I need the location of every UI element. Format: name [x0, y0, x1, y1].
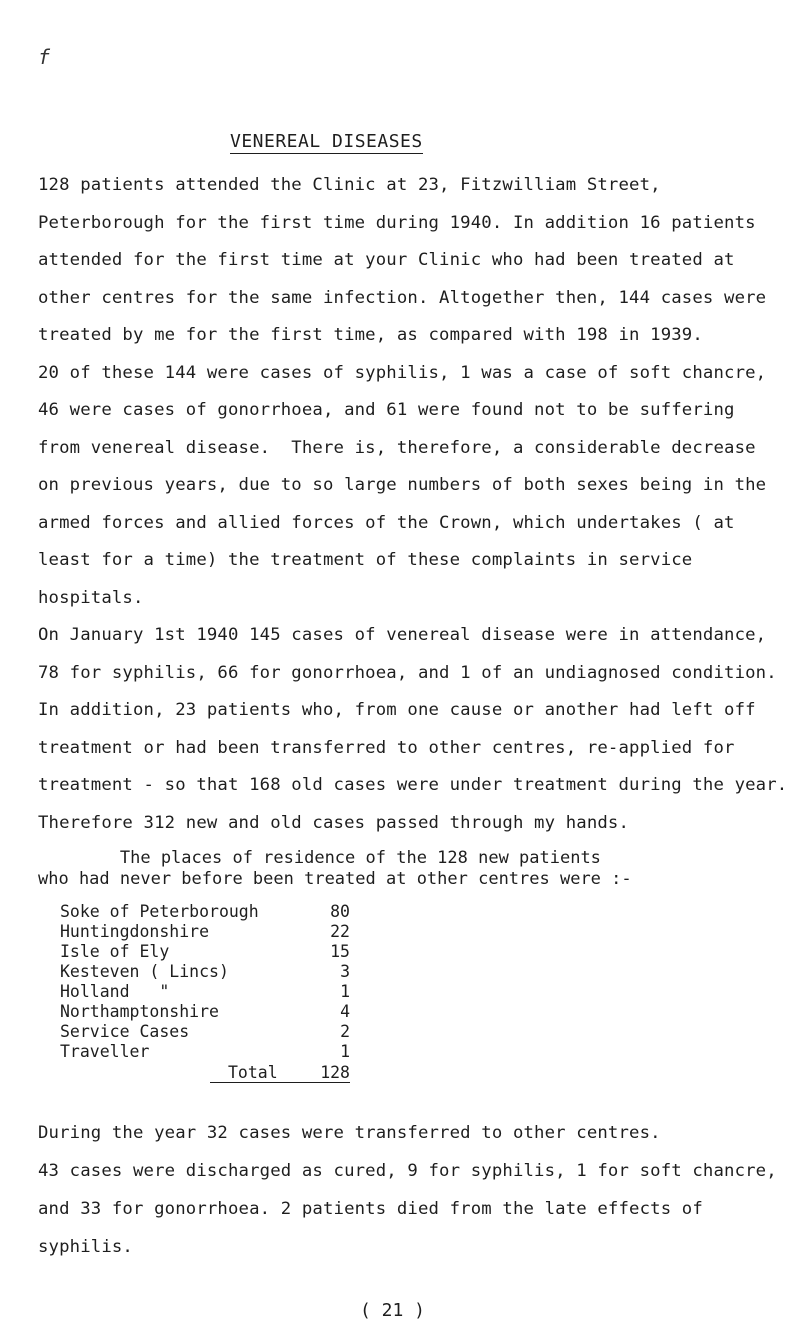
table-cell-place: Kesteven ( Lincs): [60, 962, 229, 981]
text-line: syphilis.: [38, 1237, 133, 1257]
table-row: [60, 1022, 350, 1042]
page-title-text: VENEREAL DISEASES: [230, 131, 423, 152]
text-line: on previous years, due to so large numbers of both sexes being in the: [38, 475, 767, 495]
table-row: [60, 902, 350, 922]
table-cell-count: 2: [340, 1022, 350, 1041]
table-cell-count: 80: [330, 902, 350, 921]
table-cell-place: Isle of Ely: [60, 942, 170, 961]
table-cell-place: Traveller: [60, 1042, 150, 1061]
table-cell-count: 22: [330, 922, 350, 941]
text-line: who had never before been treated at other centres were :-: [38, 869, 632, 889]
text-line: other centres for the same infection. Altogether then, 144 cases were: [38, 287, 767, 308]
text-line: treated by me for the first time, as compared with 198 in 1939.: [38, 325, 703, 345]
table-cell-place: Soke of Peterborough: [60, 902, 259, 921]
text-line: hospitals.: [38, 587, 144, 608]
text-line: During the year 32 cases were transferred to other centres.: [38, 1123, 661, 1143]
text-line: treatment - so that 168 old cases were under treatment during the year.: [38, 775, 788, 795]
table-cell-place: Service Cases: [60, 1022, 190, 1041]
table-row: [60, 962, 350, 982]
table-total-row: [60, 1063, 350, 1083]
text-line: from venereal disease. There is, therefore, a considerable decrease: [38, 437, 756, 458]
text-line: The places of residence of the 128 new patients: [38, 848, 601, 868]
text-line: 78 for syphilis, 66 for gonorrhoea, and 1 of an undiagnosed condition.: [38, 662, 777, 683]
text-line: attended for the first time at your Clinic who had been treated at: [38, 250, 735, 270]
table-cell-count: 1: [340, 982, 350, 1001]
table-cell-place: Northamptonshire: [60, 1002, 219, 1021]
page-title: [230, 133, 423, 151]
table-row: [60, 922, 350, 942]
table-total-count: 128: [320, 1063, 350, 1082]
text-line: and 33 for gonorrhoea. 2 patients died from the late effects of: [38, 1199, 703, 1219]
corner-mark: f: [38, 45, 51, 69]
table-row: [60, 942, 350, 962]
text-line: 43 cases were discharged as cured, 9 for syphilis, 1 for soft chancre,: [38, 1161, 777, 1181]
text-line: Peterborough for the first time during 1940. In addition 16 patients: [38, 212, 756, 233]
text-line: least for a time) the treatment of these complaints in service: [38, 550, 693, 570]
text-line: On January 1st 1940 145 cases of venereal disease were in attendance,: [38, 625, 767, 645]
total-underline: [210, 1082, 350, 1083]
table-row: [60, 1042, 350, 1062]
text-line: 46 were cases of gonorrhoea, and 61 were found not to be suffering: [38, 400, 735, 420]
table-cell-count: 3: [340, 962, 350, 981]
table-total-label: Total: [228, 1063, 278, 1082]
text-line: treatment or had been transferred to other centres, re-applied for: [38, 737, 735, 758]
text-line: In addition, 23 patients who, from one cause or another had left off: [38, 700, 756, 720]
page-number: ( 21 ): [360, 1300, 426, 1321]
text-line: 128 patients attended the Clinic at 23, Fitzwilliam Street,: [38, 175, 661, 195]
text-line: 20 of these 144 were cases of syphilis, 1 was a case of soft chancre,: [38, 362, 767, 383]
table-row: [60, 1002, 350, 1022]
table-cell-count: 4: [340, 1002, 350, 1021]
table-cell-place: Holland ": [60, 982, 170, 1001]
text-line: Therefore 312 new and old cases passed through my hands.: [38, 812, 630, 833]
text-line: armed forces and allied forces of the Crown, which undertakes ( at: [38, 512, 735, 533]
table-cell-count: 15: [330, 942, 350, 961]
table-row: [60, 982, 350, 1002]
table-cell-count: 1: [340, 1042, 350, 1061]
table-cell-place: Huntingdonshire: [60, 922, 210, 941]
